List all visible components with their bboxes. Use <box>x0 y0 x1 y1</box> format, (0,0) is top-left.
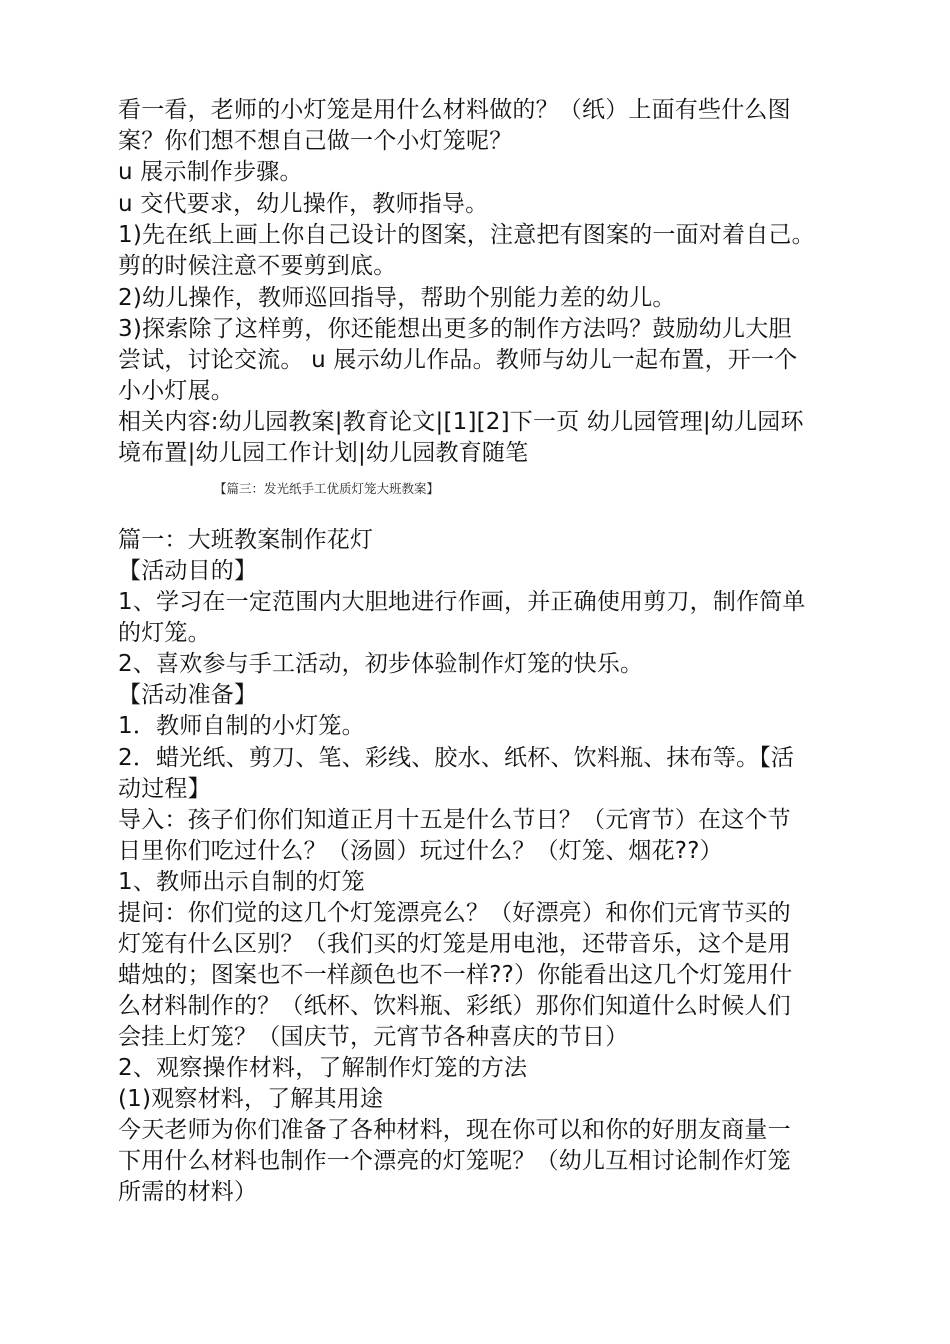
text-line: 境布置|幼儿园工作计划|幼儿园教育随笔 <box>118 440 529 466</box>
text-line: 蜡烛的；图案也不一样颜色也不一样??）你能看出这几个灯笼用什 <box>118 962 793 988</box>
text-line: 1、教师出示自制的灯笼 <box>118 869 365 895</box>
text-line: (1)观察材料，了解其用途 <box>118 1086 384 1112</box>
text-line: 下用什么材料也制作一个漂亮的灯笼呢？（幼儿互相讨论制作灯笼 <box>118 1148 791 1174</box>
text-line: 1)先在纸上画上你自己设计的图案，注意把有图案的一面对着自己。 <box>118 222 815 248</box>
text-line: 会挂上灯笼？（国庆节，元宵节各种喜庆的节日） <box>118 1024 629 1050</box>
text-line: 2、喜欢参与手工活动，初步体验制作灯笼的快乐。 <box>118 651 644 677</box>
text-line: 今天老师为你们准备了各种材料，现在你可以和你的好朋友商量一 <box>118 1117 791 1143</box>
text-line: 小小灯展。 <box>118 378 234 404</box>
text-line: 【活动目的】 <box>118 558 258 584</box>
text-line: 【活动准备】 <box>118 682 258 708</box>
text-line: 1、学习在一定范围内大胆地进行作画，并正确使用剪刀，制作简单 <box>118 589 806 615</box>
text-line: 导入：孩子们你们知道正月十五是什么节日？（元宵节）在这个节 <box>118 807 791 833</box>
text-line: u 交代要求，幼儿操作，教师指导。 <box>118 191 489 217</box>
text-line: 1．教师自制的小灯笼。 <box>118 713 365 739</box>
text-line: 2)幼儿操作，教师巡回指导，帮助个别能力差的幼儿。 <box>118 285 676 311</box>
text-line: 案？你们想不想自己做一个小灯笼呢？ <box>118 128 513 154</box>
text-line: 提问：你们觉的这几个灯笼漂亮么？（好漂亮）和你们元宵节买的 <box>118 900 791 926</box>
text-line: 看一看，老师的小灯笼是用什么材料做的？（纸）上面有些什么图 <box>118 97 791 123</box>
text-line: 的灯笼。 <box>118 620 211 646</box>
text-line: 动过程】 <box>118 776 211 802</box>
text-line: 日里你们吃过什么？（汤圆）玩过什么？（灯笼、烟花??） <box>118 838 723 864</box>
text-line: 么材料制作的？（纸杯、饮料瓶、彩纸）那你们知道什么时候人们 <box>118 993 791 1019</box>
text-line: u 展示制作步骤。 <box>118 159 303 185</box>
text-line: 3)探索除了这样剪，你还能想出更多的制作方法吗？鼓励幼儿大胆 <box>118 316 792 342</box>
text-line: 篇一：大班教案制作花灯 <box>118 527 374 553</box>
text-line: 2、观察操作材料，了解制作灯笼的方法 <box>118 1055 528 1081</box>
text-line: 所需的材料） <box>118 1179 258 1205</box>
text-line: 尝试，讨论交流。 u 展示幼儿作品。教师与幼儿一起布置，开一个 <box>118 347 798 373</box>
text-line: 剪的时候注意不要剪到底。 <box>118 253 397 279</box>
text-line: 2．蜡光纸、剪刀、笔、彩线、胶水、纸杯、饮料瓶、抹布等。【活 <box>118 745 795 771</box>
text-line: 相关内容:幼儿园教案|教育论文|[1][2]下一页 幼儿园管理|幼儿园环 <box>118 409 804 435</box>
section-caption: 【篇三：发光纸手工优质灯笼大班教案】 <box>214 481 440 496</box>
text-line: 灯笼有什么区别？（我们买的灯笼是用电池，还带音乐，这个是用 <box>118 931 791 957</box>
